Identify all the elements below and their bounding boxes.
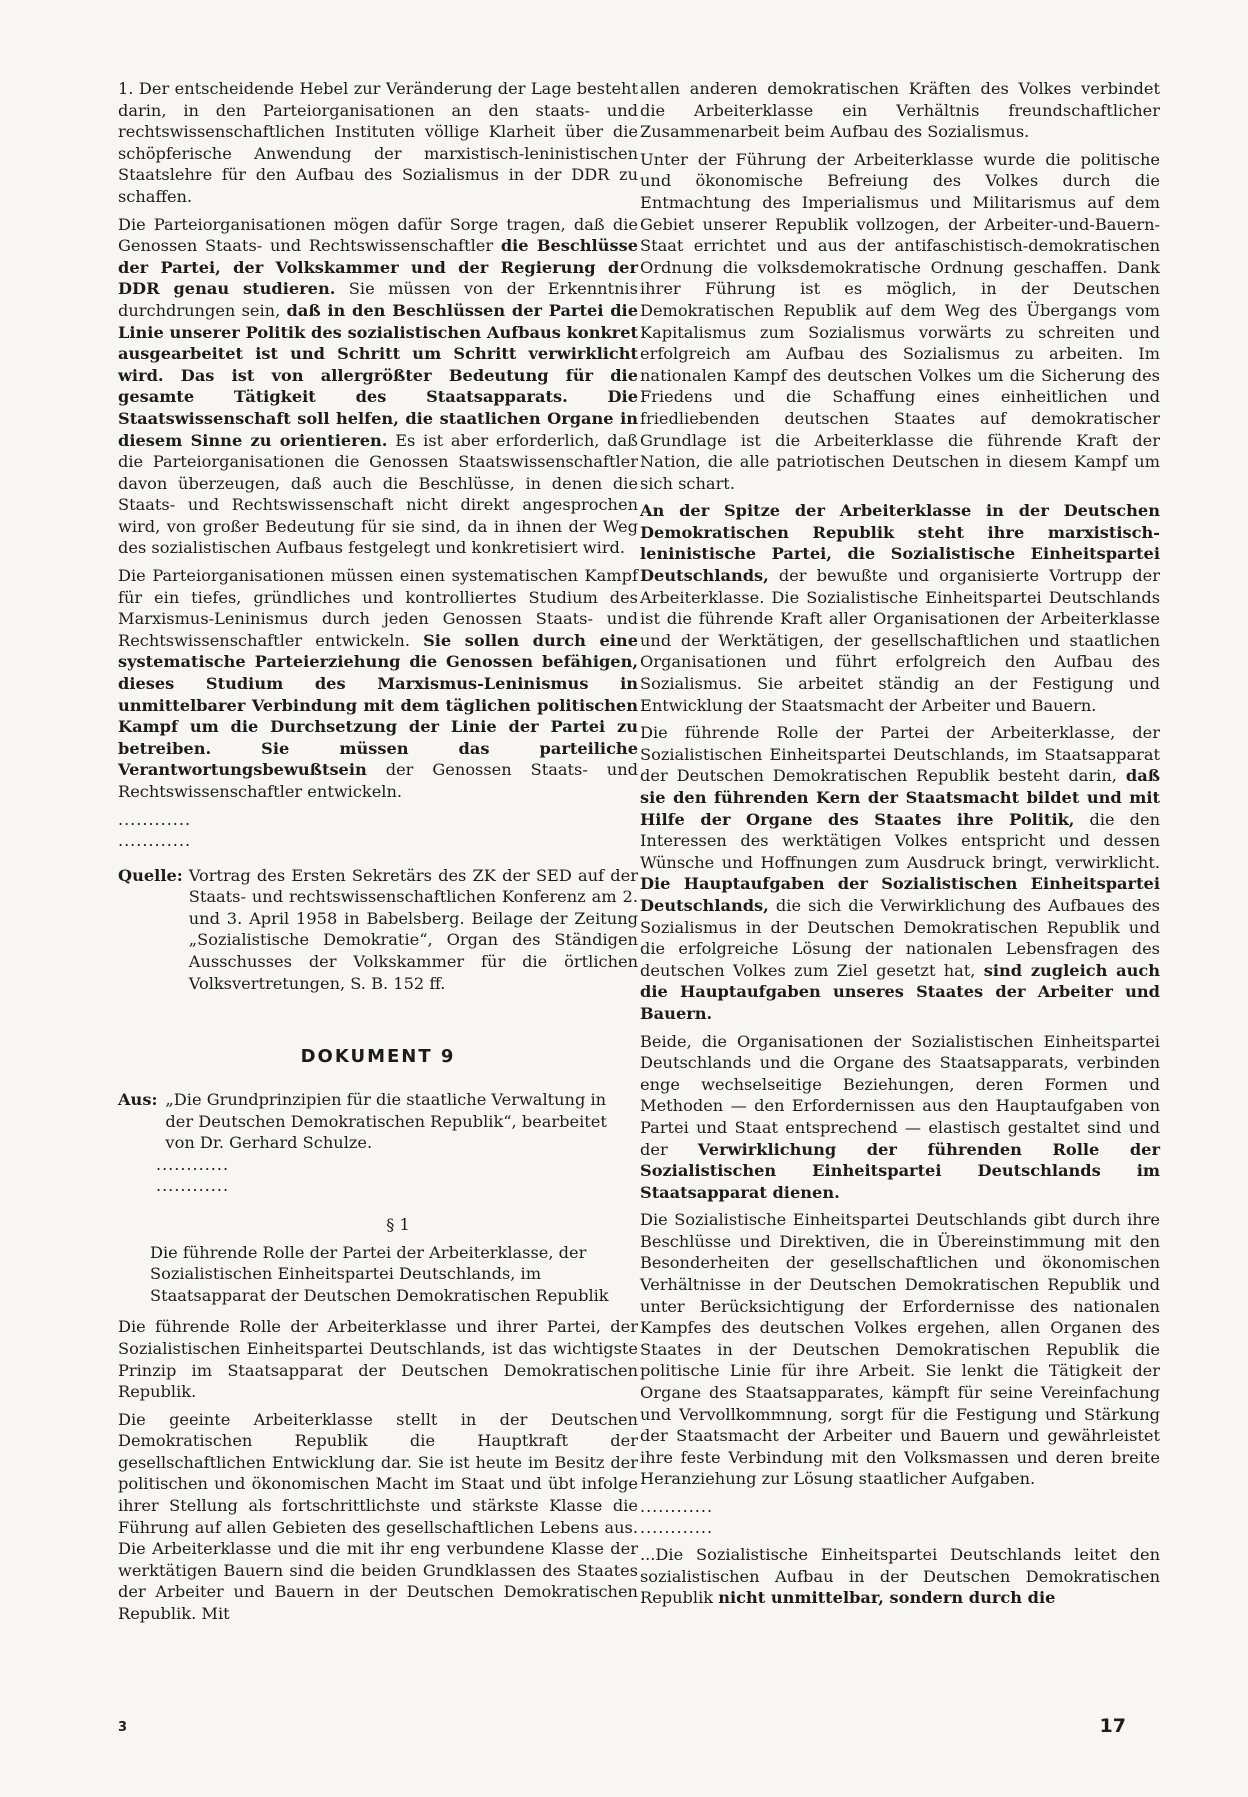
ellipsis-line: ............ (118, 830, 192, 850)
excerpt-label: Aus: (118, 1090, 158, 1110)
text-run: Die Parteiorganisationen mögen dafür Sorge tragen, daß die Genossen Staats- und Rechtswissenschaftler (118, 214, 638, 256)
paragraph-3 (118, 565, 638, 803)
text-run: Die Parteiorganisationen müssen einen systematischen Kampf für ein tiefes, gründliches und kontrolliertes Studium des Marxismus-Leninismus durch jeden Genossen Staats- und Rechtswissenschaftler entwickeln. (118, 566, 638, 650)
paragraph-r5 (640, 1031, 1160, 1204)
bold-run: Die Hauptaufgaben der Sozialistischen Einheitspartei Deutschlands, (640, 874, 1160, 915)
text-run: ...Die Sozialistische Einheitspartei Deutschlands leitet den sozialistischen Aufbau in der Deutschen Demokratischen Republik (640, 1545, 1160, 1608)
source-label: Quelle: (118, 865, 183, 885)
paragraph-r4 (640, 722, 1160, 1024)
bold-run: Verwirklichung der führenden Rolle der Sozialistischen Einheitspartei Deutschlands im Staatsapparat dienen. (640, 1139, 1160, 1202)
bold-run: Sie sollen durch eine systematische Parteierziehung die Genossen befähigen, dieses Studium des Marxismus-Leninismus in unmittelbarer Verbindung mit dem täglichen politischen Kampf um die Durchsetzung der Linie der Partei zu betreiben. Sie müssen das parteiliche Verantwortungsbewußtsein (118, 630, 638, 780)
paragraph-r7 (640, 1544, 1160, 1609)
bold-run: daß sie den führenden Kern der Staatsmacht bildet und mit Hilfe der Organe des Staates ihre Politik, (640, 766, 1160, 829)
right-column (640, 78, 1160, 1615)
bold-run: sind zugleich auch die Hauptaufgaben unseres Staates der Arbeiter und Bauern. (640, 960, 1161, 1023)
left-column (118, 78, 638, 1631)
text-run: Es ist aber erforderlich, daß die Parteiorganisationen die Genossen Staatswissenschaftler davon überzeugen, daß auch die Beschlüsse, in denen die Staats- und Rechtswissenschaft nicht direkt angesprochen wird, von großer Bedeutung für sie sind, da in ihnen der Weg des sozialistischen Aufbaus festgelegt und konkretisiert wird. (118, 430, 638, 558)
bold-run: daß in den Beschlüssen der Partei die Linie unserer Politik des sozialistischen Aufbaus konkret ausgearbeitet ist und Schritt um Schritt verwirklicht wird. Das ist von allergrößter Bedeutung für die gesamte Tätigkeit des Staatsapparats. Die Staatswissenschaft soll helfen, die staatlichen Organe in diesem Sinne zu orientieren. (118, 300, 638, 450)
paragraph-r2: Unter der Führung der Arbeiterklasse wurde die politische und ökonomische Befreiung des Volkes durch die Entmachtung des Imperialismus und Militarismus auf dem Gebiet unserer Republik vollzogen, der Arbeiter-und-Bauern-Staat errichtet und aus der antifaschistisch-demokratischen Ordnung die volksdemokratische Ordnung geschaffen. Dank ihrer Führung ist es möglich, in der Deutschen Demokratischen Republik auf dem Weg des Übergangs vom Kapitalismus zum Sozialismus vorwärts zu schreiten und erfolgreich am Aufbau des Sozialismus zu arbeiten. Im nationalen Kampf des deutschen Volkes um die Sicherung des Friedens und die Schaffung eines einheitlichen und friedliebenden deutschen Staates auf demokratischer Grundlage ist die Arbeiterklasse die führende Kraft der Nation, die alle patriotischen Deutschen in diesem Kampf um sich schart. (640, 149, 1160, 493)
paragraph-r3 (640, 500, 1160, 716)
page-number-left: 3 (118, 1720, 128, 1735)
excerpt-source (118, 1089, 638, 1154)
ellipsis-line: ............ (156, 1175, 230, 1195)
text-run: Sie müssen von der Erkenntnis durchdrungen sein, (118, 279, 638, 320)
section-title: Die führende Rolle der Partei der Arbeiterklasse, der Sozialistischen Einheitspartei Deutschlands, im Staatsapparat der Deutschen Demokratischen Republik (150, 1242, 609, 1305)
source-text: Vortrag des Ersten Sekretärs des ZK der SED auf der Staats- und rechtswissenschaftlichen Konferenz am 2. und 3. April 1958 in Babelsberg. Beilage der Zeitung „Sozialistische Demokratie“, Organ des Ständigen Ausschusses der Volkskammer für die örtlichen Volksvertretungen, S. B. 152 ff. (188, 865, 638, 993)
source-note (118, 865, 638, 995)
document-heading: DOKUMENT 9 (300, 1046, 456, 1068)
ellipsis-line: ............ (640, 1518, 714, 1537)
text-run: Die führende Rolle der Partei der Arbeiterklasse, der Sozialistischen Einheitspartei Deutschlands, im Staatsapparat der Deutschen Demokratischen Republik besteht darin, (640, 723, 1160, 786)
paragraph-2 (118, 214, 638, 560)
paragraph-r6: Die Sozialistische Einheitspartei Deutschlands gibt durch ihre Beschlüsse und Direktiven, die in Übereinstimmung mit den Besonderheiten der gesellschaftlichen und ökonomischen Verhältnisse in der Deutschen Demokratischen Republik und unter Berücksichtigung der Erfordernisse des nationalen Kampfes des deutschen Volkes ergehen, allen Organen des Staates in der Deutschen Demokratischen Republik die politische Linie für ihre Arbeit. Sie lenkt die Tätigkeit der Organe des Staatsapparates, kämpft für seine Vereinfachung und Vervollkommnung, sorgt für die Festigung und Stärkung der Staatsmacht der Arbeiter und Bauern und gewährleistet ihre feste Verbindung mit den Volksmassen und deren breite Heranziehung zur Lösung staatlicher Aufgaben. (640, 1210, 1160, 1489)
bold-run: die Beschlüsse der Partei, der Volkskammer und der Regierung der DDR genau studieren. (118, 236, 638, 299)
ellipsis-line: ............ (640, 1497, 714, 1516)
text-run: der bewußte und organisierte Vortrupp der Arbeiterklasse. Die Sozialistische Einheitspartei Deutschlands ist die führende Kraft aller Organisationen der Arbeiterklasse und der Werktätigen, der gesellschaftlichen und staatlichen Organisationen und führt erfolgreich den Aufbau des Sozialismus. Sie arbeitet ständig an der Festigung und Entwicklung der Staatsmacht der Arbeiter und Bauern. (640, 566, 1160, 715)
paragraph-1: 1. Der entscheidende Hebel zur Veränderung der Lage besteht darin, in den Parteiorganisationen an den staats- und rechtswissenschaftlichen Instituten völlige Klarheit über die schöpferische Anwendung der marxistisch-leninistischen Staatslehre für den Aufbau des Sozialismus in der DDR zu schaffen. (118, 79, 638, 206)
bold-run: An der Spitze der Arbeiterklasse in der Deutschen Demokratischen Republik steht ihre marxistisch-leninistische Partei, die Sozialistische Einheitspartei Deutschlands, (640, 501, 1160, 586)
text-run: die sich die Verwirklichung des Aufbaues des Sozialismus in der Deutschen Demokratischen Republik und die erfolgreiche Lösung der nationalen Lebensfragen des deutschen Volkes zum Ziel gesetzt hat, (640, 895, 1160, 980)
bold-run: nicht unmittelbar, sondern durch die (718, 1588, 1056, 1608)
paragraph-4: Die führende Rolle der Arbeiterklasse und ihrer Partei, der Sozialistischen Einheitspartei Deutschlands, ist das wichtigste Prinzip im Staatsapparat der Deutschen Demokratischen Republik. (118, 1317, 638, 1402)
text-run: der Genossen Staats- und Rechtswissenschaftler entwickeln. (118, 760, 638, 801)
excerpt-text: „Die Grundprinzipien für die staatliche Verwaltung in der Deutschen Demokratischen Republik“, bearbeitet von Dr. Gerhard Schulze. (165, 1090, 607, 1153)
text-run: die den Interessen des werktätigen Volkes entspricht und dessen Wünsche und Hoffnungen zum Ausdruck bringt, verwirklicht. (640, 809, 1160, 872)
page-number: 17 (1099, 1715, 1126, 1737)
paragraph-5: Die geeinte Arbeiterklasse stellt in der Deutschen Demokratischen Republik die Hauptkraft der gesellschaftlichen Entwicklung dar. Sie ist heute im Besitz der politischen und ökonomischen Macht im Staat und übt infolge ihrer Stellung als fortschrittlichste und stärkste Klasse die Führung auf allen Gebieten des gesellschaftlichen Lebens aus. Die Arbeiterklasse und die mit ihr eng verbundene Klasse der werktätigen Bauern sind die beiden Grundklassen des Staates der Arbeiter und Bauern in der Deutschen Demokratischen Republik. Mit (118, 1409, 638, 1624)
ellipsis-line: ............ (118, 809, 192, 829)
section-number: § 1 (386, 1214, 410, 1234)
text-run: Beide, die Organisationen der Sozialistischen Einheitspartei Deutschlands und die Organe des Staatsapparats, verbinden enge wechselseitige Beziehungen, deren Formen und Methoden — den Erfordernissen aus den Hauptaufgaben von Partei und Staat entsprechend — elastisch gestaltet sind und der (640, 1031, 1160, 1159)
paragraph-r1: allen anderen demokratischen Kräften des Volkes verbindet die Arbeiterklasse ein Verhältnis freundschaftlicher Zusammenarbeit beim Aufbau des Sozialismus. (640, 79, 1160, 142)
ellipsis-line: ............ (156, 1154, 230, 1174)
